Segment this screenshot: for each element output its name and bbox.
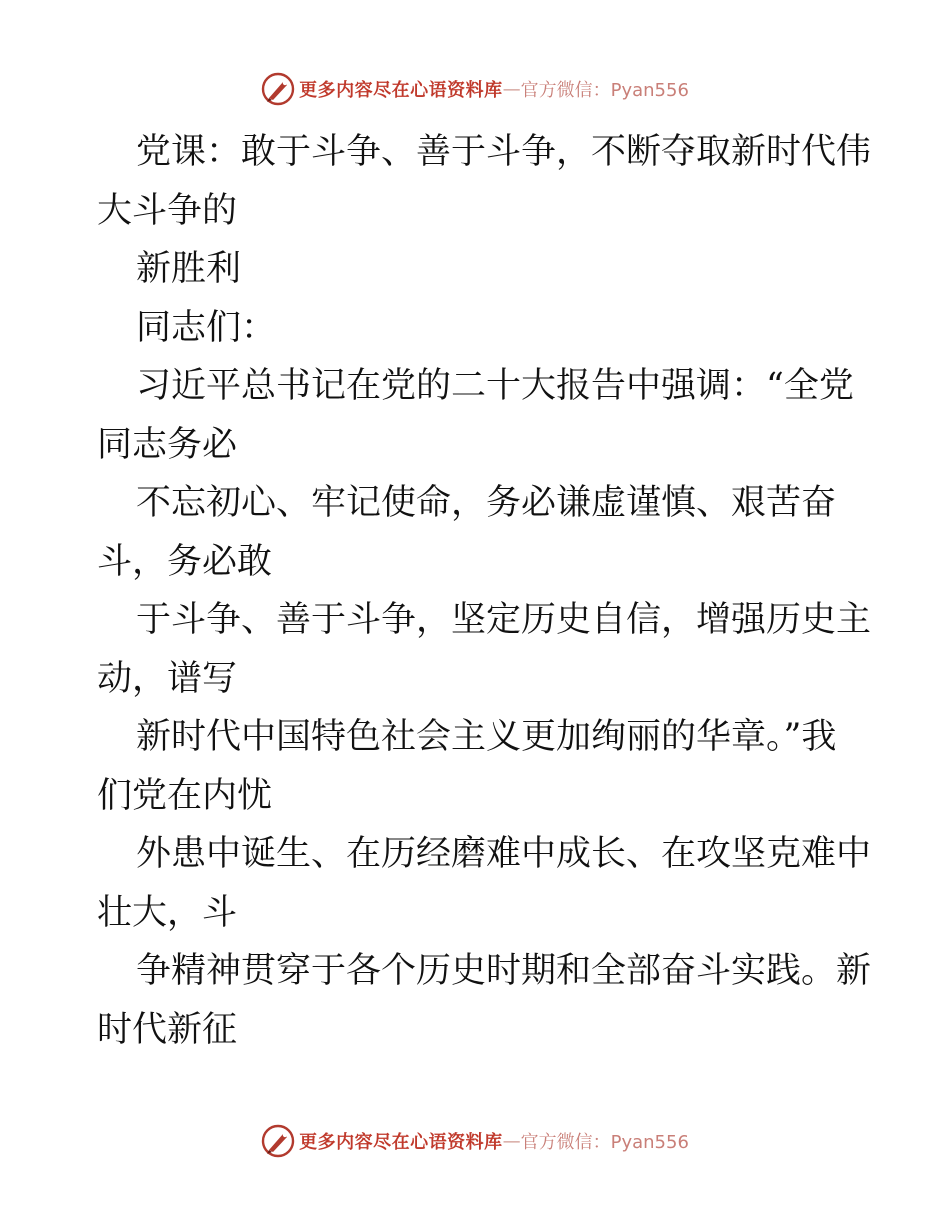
text-line: 争精神贯穿于各个历史时期和全部奋斗实践。新	[136, 951, 872, 991]
text-line: 时代新征	[97, 1009, 238, 1050]
text-line: 大斗争的	[97, 190, 238, 231]
text-line: 不忘初心、牢记使命，务必谦虚谨慎、艰苦奋	[136, 483, 837, 523]
document-body	[97, 123, 872, 1059]
banner-main-text: 更多内容尽在心语资料库	[299, 80, 503, 101]
text-line: 于斗争、善于斗争，坚定历史自信，增强历史主	[136, 600, 872, 640]
banner-main-text: 更多内容尽在心语资料库	[299, 1132, 503, 1153]
banner-separator: —	[502, 78, 521, 100]
text-line: 外患中诞生、在历经磨难中成长、在攻坚克难中	[136, 834, 872, 874]
text-line: 们党在内忧	[97, 775, 273, 816]
header-banner	[0, 72, 950, 106]
text-line: 新胜利	[136, 249, 242, 289]
text-line: 党课：敢于斗争、善于斗争，不断夺取新时代伟	[136, 132, 872, 172]
text-line: 同志们：	[136, 307, 277, 348]
pen-logo-icon	[261, 1124, 295, 1158]
text-line: 同志务必	[97, 424, 238, 465]
banner-wechat-text: 官方微信：Pyan556	[520, 1132, 689, 1153]
banner-wechat-text: 官方微信：Pyan556	[520, 80, 689, 101]
text-line: 新时代中国特色社会主义更加绚丽的华章。”我	[136, 717, 837, 757]
text-line: 动，谱写	[97, 658, 238, 699]
text-line: 习近平总书记在党的二十大报告中强调：“全党	[136, 366, 854, 406]
banner-separator: —	[502, 1130, 521, 1152]
text-line: 斗，务必敢	[97, 541, 273, 582]
footer-banner	[0, 1124, 950, 1158]
pen-logo-icon	[261, 72, 295, 106]
text-line: 壮大，斗	[97, 892, 238, 933]
